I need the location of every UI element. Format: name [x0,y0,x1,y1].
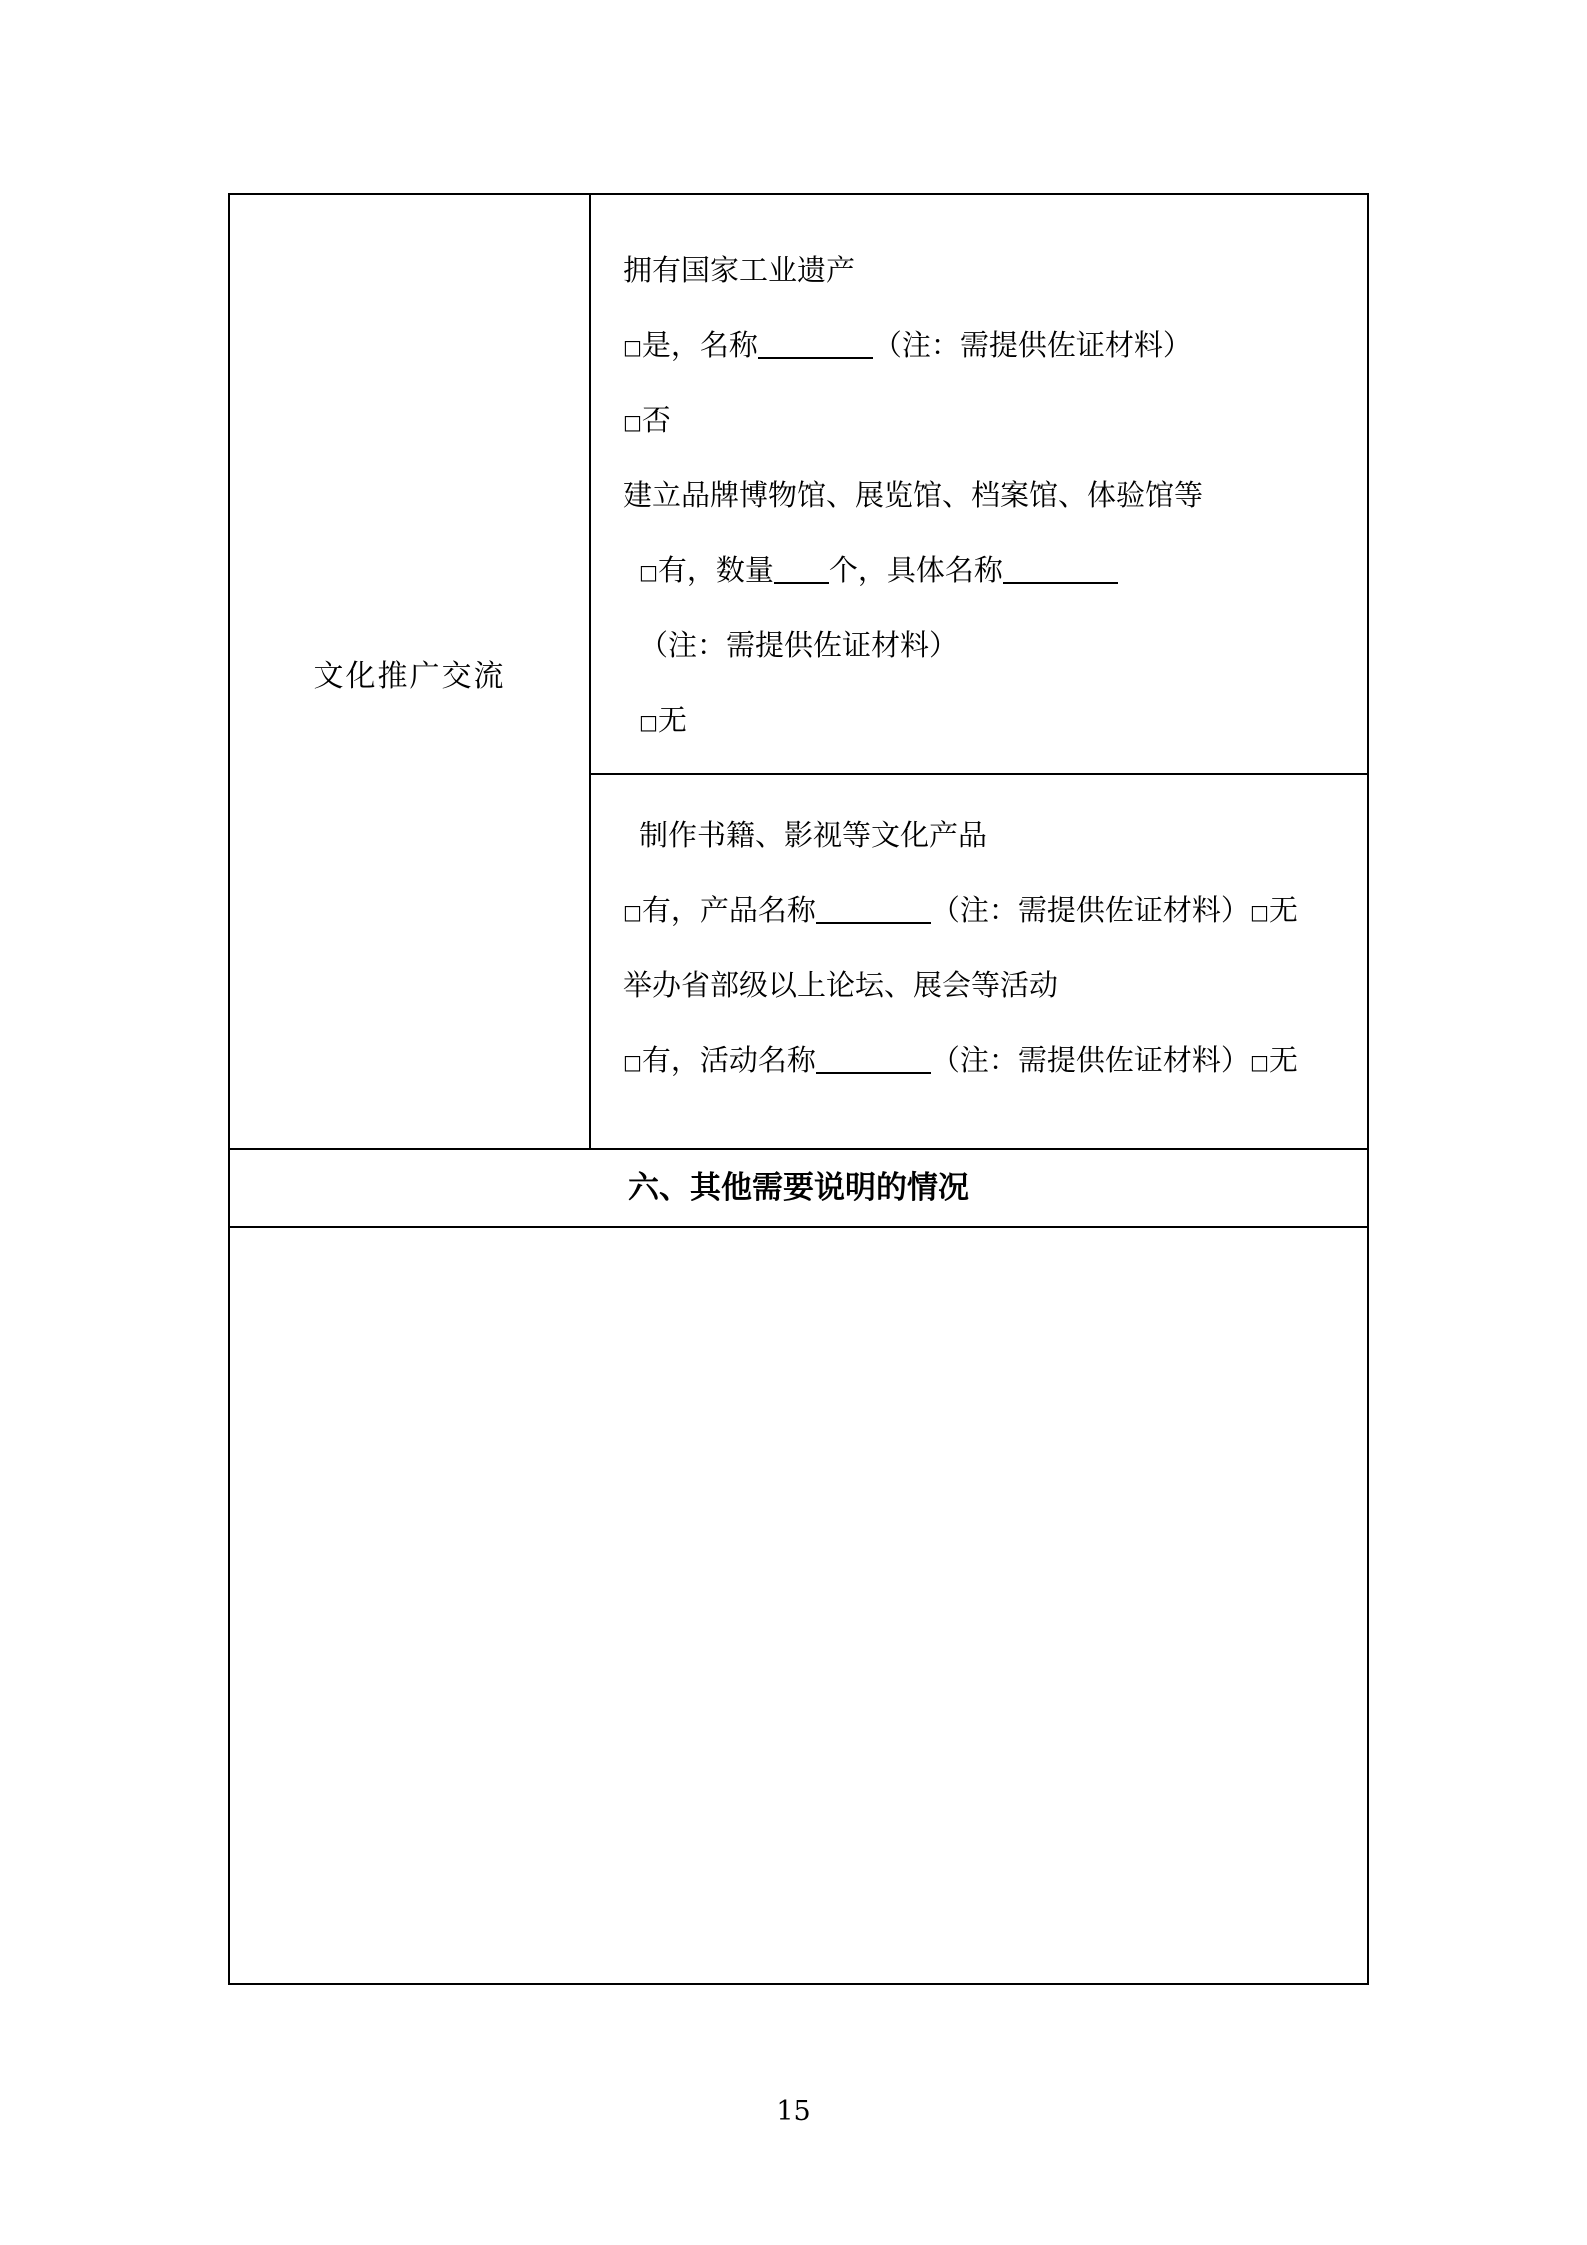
products-yes-label: 有，产品名称 [641,893,816,927]
category-label-cell [230,195,591,1148]
products-events-cell [591,775,1367,1148]
products-yes-note: （注：需提供佐证材料） [930,893,1250,927]
heritage-yes-note: （注：需提供佐证材料） [872,328,1192,362]
page-number: 15 [776,2096,811,2127]
heritage-no-option [623,400,671,442]
museum-yes-middle: 个，具体名称 [828,553,1003,587]
museum-yes-label: 有，数量 [657,553,774,587]
products-question: 制作书籍、影视等文化产品 [639,818,988,852]
heritage-yes-option [623,325,1192,367]
museum-no-label: 无 [657,703,687,737]
events-question: 举办省部级以上论坛、展会等活动 [623,968,1059,1002]
museum-count-blank[interactable] [774,554,829,584]
museum-note: （注：需提供佐证材料） [639,628,959,662]
heritage-yes-checkbox[interactable]: □ [623,335,642,359]
events-no-label: 无 [1268,1043,1298,1077]
events-yes-label: 有，活动名称 [641,1043,816,1077]
heritage-name-blank[interactable] [758,329,873,359]
events-yes-note: （注：需提供佐证材料） [930,1043,1250,1077]
museum-yes-option [639,550,1118,592]
events-no-checkbox[interactable]: □ [1249,1050,1269,1074]
museum-name-blank[interactable] [1003,554,1118,584]
events-yes-checkbox[interactable]: □ [623,1050,642,1074]
events-options [623,1040,1298,1082]
category-label: 文化推广交流 [313,659,506,694]
heritage-question: 拥有国家工业遗产 [623,253,856,287]
museum-question: 建立品牌博物馆、展览馆、档案馆、体验馆等 [623,478,1204,512]
other-notes-area[interactable] [230,1228,1367,1983]
heritage-no-checkbox[interactable]: □ [623,410,642,434]
museum-no-checkbox[interactable]: □ [639,710,658,734]
products-no-label: 无 [1268,893,1298,927]
heritage-yes-label: 是，名称 [641,328,758,362]
section-title: 六、其他需要说明的情况 [230,1148,1367,1228]
products-no-checkbox[interactable]: □ [1249,900,1269,924]
events-name-blank[interactable] [816,1044,931,1074]
museum-no-option [639,700,687,742]
products-name-blank[interactable] [816,894,931,924]
products-yes-checkbox[interactable]: □ [623,900,642,924]
products-options [623,890,1298,932]
application-form-table [228,193,1369,1985]
heritage-museum-cell [591,195,1367,775]
heritage-no-label: 否 [641,403,671,437]
museum-yes-checkbox[interactable]: □ [639,560,658,584]
